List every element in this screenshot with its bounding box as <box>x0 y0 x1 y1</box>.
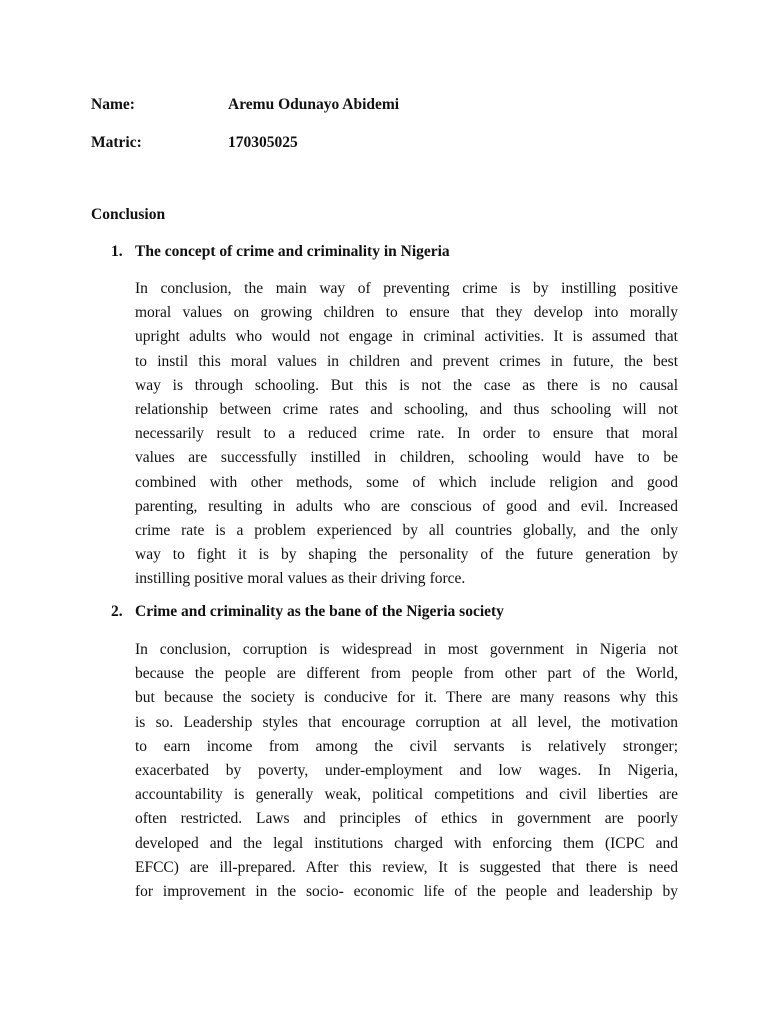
paragraph-line: crime rate is a problem experienced by all countries globally, and the only <box>135 521 678 539</box>
paragraph-line: moral values on growing children to ensure that they develop into morally <box>135 304 678 322</box>
section-number: 1. <box>111 243 123 260</box>
paragraph-line: because the people are different from people from other part of the World, <box>135 665 678 683</box>
paragraph-line: parenting, resulting in adults who are conscious of good and evil. Increased <box>135 497 678 515</box>
section-heading-1 <box>111 242 450 262</box>
name-value: Aremu Odunayo Abidemi <box>228 96 400 113</box>
paragraph-line: to earn income from among the civil servants is relatively stronger; <box>135 737 678 755</box>
paragraph-line: instilling positive moral values as their driving force. <box>135 570 466 588</box>
paragraph-line: In conclusion, corruption is widespread in most government in Nigeria not <box>135 641 678 658</box>
paragraph-line: is so. Leadership styles that encourage corruption at all level, the motivation <box>135 713 678 731</box>
paragraph-line: necessarily result to a reduced crime rate. In order to ensure that moral <box>135 425 678 443</box>
section-heading-2 <box>111 602 504 622</box>
paragraph-line: developed and the legal institutions charged with enforcing them (ICPC and <box>135 834 678 852</box>
paragraph-line: to instil this moral values in children and prevent crimes in future, the best <box>135 352 678 370</box>
paragraph-line: values are successfully instilled in children, schooling would have to be <box>135 449 678 467</box>
paragraph-line: for improvement in the socio- economic life of the people and leadership by <box>135 882 678 900</box>
paragraph-line: EFCC) are ill-prepared. After this review, It is suggested that there is need <box>135 858 678 876</box>
paragraph-line: but because the society is conducive for it. There are many reasons why this <box>135 689 678 707</box>
matric-label: Matric: <box>91 134 142 151</box>
section-number: 2. <box>111 603 123 620</box>
paragraph-line: In conclusion, the main way of preventing crime is by instilling positive <box>135 280 678 297</box>
section-title: The concept of crime and criminality in Nigeria <box>135 243 450 260</box>
paragraph-line: often restricted. Laws and principles of ethics in government are poorly <box>135 810 678 828</box>
paragraph-line: upright adults who would not engage in criminal activities. It is assumed that <box>135 328 678 346</box>
paragraph-line: accountability is generally weak, political competitions and civil liberties are <box>135 786 678 804</box>
section-paragraph-1 <box>135 277 678 591</box>
paragraph-line: way is through schooling. But this is not the case as there is no causal <box>135 376 678 394</box>
paragraph-line: way to fight it is by shaping the personality of the future generation by <box>135 546 678 564</box>
section-title: Crime and criminality as the bane of the Nigeria society <box>135 603 504 620</box>
name-label: Name: <box>91 96 135 113</box>
section-paragraph-2 <box>135 638 678 904</box>
paragraph-line: combined with other methods, some of which include religion and good <box>135 473 678 491</box>
conclusion-heading: Conclusion <box>91 206 166 223</box>
paragraph-line: relationship between crime rates and schooling, and thus schooling will not <box>135 400 678 418</box>
matric-value: 170305025 <box>228 134 298 151</box>
paragraph-line: exacerbated by poverty, under-employment and low wages. In Nigeria, <box>135 761 678 779</box>
